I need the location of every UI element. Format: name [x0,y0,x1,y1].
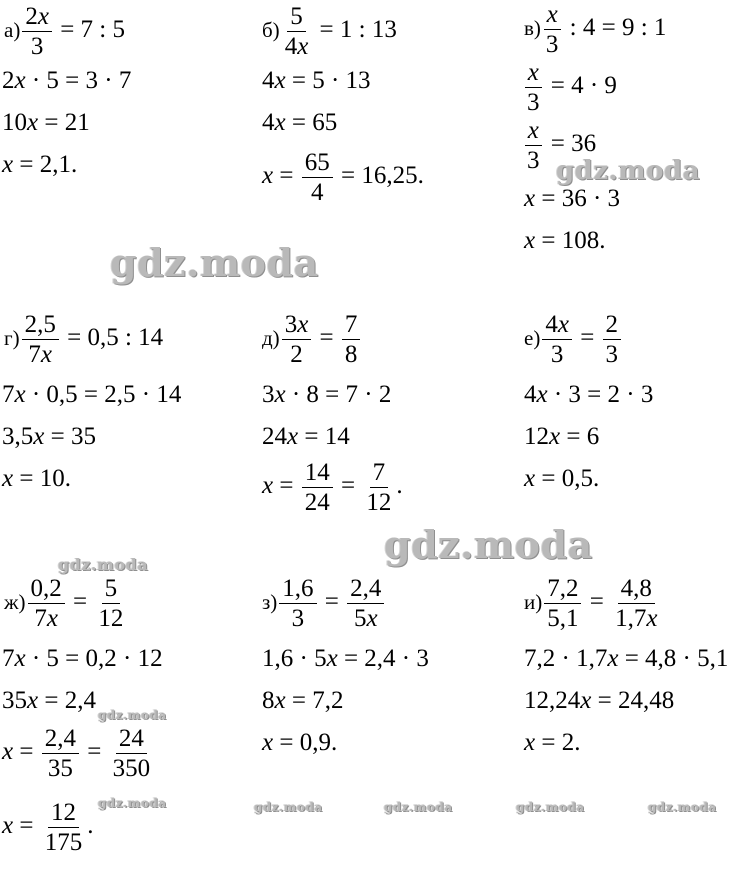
task-e-answer: x = 0,5. [524,465,600,492]
fraction: $\frac{12}{175}$ [44,799,83,856]
watermark: gdz.moda [98,796,167,810]
task-z-step-2: 8x = 7,2 [262,687,344,714]
fraction: $\frac{24}{350}$ [112,725,151,782]
fraction: $\frac{2,5}{7x}$ [22,312,59,367]
watermark: gdz.moda [648,800,717,814]
task-d-equation: д) $\frac{3x}{2}$ = $\frac{7}{8}$ [262,312,362,367]
task-e-step-1: 4x · 3 = 2 · 3 [524,381,654,408]
watermark: gdz.moda [98,708,167,722]
task-g-step-2: 3,5x = 35 [2,423,96,450]
fraction: $\frac{7}{8}$ [342,312,361,367]
task-a-equation: а) $\frac{2x}{3}$ = 7 : 5 [4,3,125,60]
task-zh-equation: ж) $\frac{0,2}{7x}$ = $\frac{5}{12}$ [4,576,128,631]
watermark: gdz.moda [384,522,593,567]
task-v-answer: x = 108. [524,227,606,254]
fraction: $\frac{2,4}{5x}$ [347,576,384,631]
watermark: gdz.moda [110,240,319,285]
task-d-step-2: 24x = 14 [262,423,350,450]
watermark: gdz.moda [556,156,701,186]
task-a-step-2: 10x = 21 [2,109,90,136]
task-e-label: е) [524,326,541,351]
task-z-answer: x = 0,9. [262,729,338,756]
task-i-equation: и) $\frac{7,2}{5,1}$ = $\frac{4,8}{1,7x}$ [524,576,662,631]
task-i-answer: x = 2. [524,729,581,756]
task-g-answer: x = 10. [2,465,71,492]
task-v-label: в) [524,16,541,41]
task-zh-step-3: x = $\frac{2,4}{35}$ = $\frac{24}{350}$ [2,726,155,781]
task-zh-label: ж) [4,590,26,615]
task-e-step-2: 12x = 6 [524,423,600,450]
task-i-step-2: 12,24x = 24,48 [524,687,675,714]
fraction: $\frac{4,8}{1,7x}$ [615,575,658,632]
fraction: $\frac{x}{3}$ [524,118,543,173]
fraction: $\frac{7,2}{5,1}$ [544,576,581,631]
watermark: gdz.moda [58,555,149,574]
task-zh-step-1: 7x · 5 = 0,2 · 12 [2,645,163,672]
fraction: $\frac{2}{3}$ [603,312,622,367]
watermark: gdz.moda [516,800,585,814]
task-a-label: а) [4,18,21,43]
task-g-label: г) [4,326,20,351]
fraction: $\frac{5}{12}$ [98,575,124,632]
watermark: gdz.moda [254,800,323,814]
task-v-equation: в) $\frac{x}{3}$ : 4 = 9 : 1 [524,1,667,58]
task-a-answer: x = 2,1. [2,151,78,178]
watermark: gdz.moda [384,800,453,814]
fraction: $\frac{14}{24}$ [302,460,333,515]
task-g-step-1: 7x · 0,5 = 2,5 · 14 [2,381,182,408]
task-d-answer: x = $\frac{14}{24}$ = $\frac{7}{12}$ . [262,459,403,516]
task-zh-answer: x = $\frac{12}{175}$ . [2,799,94,856]
fraction: $\frac{x}{3}$ [543,2,562,57]
task-b-step-1: 4x = 5 · 13 [262,67,371,94]
fraction: $\frac{65}{4}$ [302,150,333,205]
task-b-answer: x = $\frac{65}{4}$ = 16,25. [262,149,424,206]
fraction: $\frac{3x}{2}$ [282,312,312,367]
fraction: $\frac{4x}{3}$ [542,312,572,367]
task-v-step-1: $\frac{x}{3}$ = 4 · 9 [522,60,617,115]
fraction: $\frac{2x}{3}$ [22,4,52,59]
task-d-label: д) [262,326,280,351]
fraction: $\frac{7}{12}$ [366,459,392,516]
task-z-label: з) [262,590,278,615]
task-e-equation: е) $\frac{4x}{3}$ = $\frac{2}{3}$ [524,312,623,367]
task-z-step-1: 1,6 · 5x = 2,4 · 3 [262,645,429,672]
task-b-label: б) [262,18,280,43]
fraction: $\frac{2,4}{35}$ [42,726,79,781]
fraction: $\frac{1,6}{3}$ [279,576,316,631]
task-zh-step-2: 35x = 2,4 [2,687,96,714]
task-i-step-1: 7,2 · 1,7x = 4,8 · 5,1 [524,645,729,672]
fraction: $\frac{5}{4x}$ [284,3,309,60]
task-b-step-2: 4x = 65 [262,109,338,136]
task-z-equation: з) $\frac{1,6}{3}$ = $\frac{2,4}{5x}$ [262,576,386,631]
task-b-equation: б) $\frac{5}{4x}$ = 1 : 13 [262,3,397,60]
task-a-step-1: 2x · 5 = 3 · 7 [2,67,132,94]
task-v-step-2: $\frac{x}{3}$ = 36 [522,118,596,173]
task-v-step-3: x = 36 · 3 [524,185,621,212]
task-g-equation: г) $\frac{2,5}{7x}$ = 0,5 : 14 [4,311,164,368]
task-d-step-1: 3x · 8 = 7 · 2 [262,381,392,408]
fraction: $\frac{x}{3}$ [524,60,543,115]
fraction: $\frac{0,2}{7x}$ [28,576,65,631]
task-i-label: и) [524,590,543,615]
